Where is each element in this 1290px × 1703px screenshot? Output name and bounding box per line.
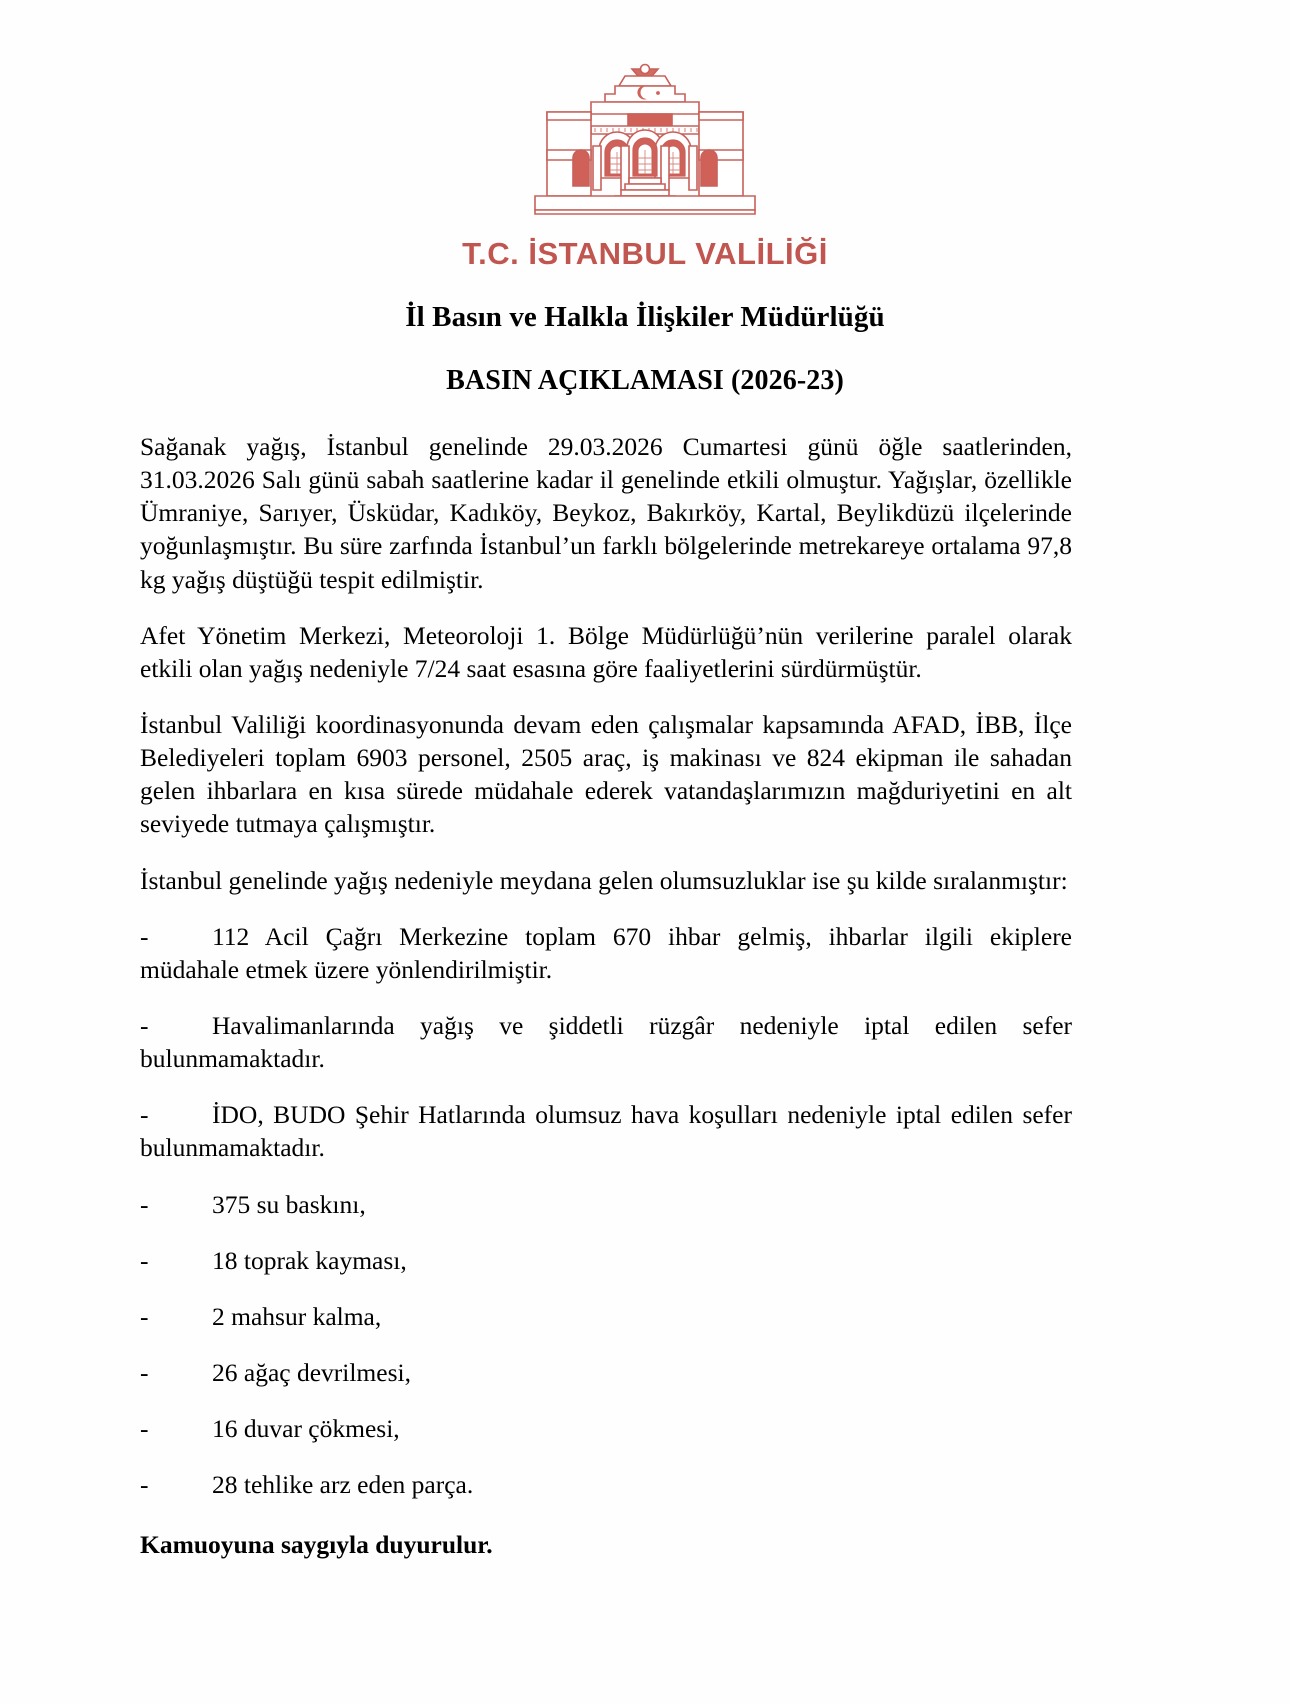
letterhead [0,0,1290,269]
bullet-dash: - [140,1414,149,1444]
list-item [140,920,1072,986]
list-item [140,1244,1072,1277]
list-item-text: Havalimanlarında yağış ve şiddetli rüzgâr nedeniyle iptal edilen sefer bulunmamaktadır. [140,1010,1072,1074]
page-title: İl Basın ve Halkla İlişkiler Müdürlüğü [405,301,885,333]
list-item-text: 16 duvar çökmesi, [212,1414,400,1444]
list-item-text: İDO, BUDO Şehir Hatlarında olumsuz hava koşulları nedeniyle iptal edilen sefer bulunmamaktadır. [140,1100,1072,1163]
bullet-dash: - [140,921,149,951]
list-item [140,1300,1072,1333]
list-item [140,1188,1072,1221]
list-item-text: 26 ağaç devrilmesi, [212,1357,411,1387]
government-building-icon [495,46,795,236]
paragraph-list-lead: İstanbul genelinde yağış nedeniyle meydana gelen olumsuzluklar ise şu kilde sıralanmıştır: [140,865,1068,895]
list-item-text: 18 toprak kayması, [212,1245,407,1275]
press-release-subtitle: BASIN AÇIKLAMASI (2026-23) [446,365,844,396]
paragraph-intro: Sağanak yağış, İstanbul genelinde 29.03.2026 Cumartesi günü öğle saatlerinden, 31.03.2026 Salı günü sabah saatlerine kadar il genelinde etkili olmuştur. Yağışlar, özellikle Ümraniye, Sarıyer, Üsküdar, Kadıköy, Beykoz, Bakırköy, Kartal, Beylikdüzü ilçelerinde yoğunlaşmıştır. Bu süre zarfında İstanbul’un farklı bölgelerinde metrekareye ortalama 97,8 kg yağış düştüğü tespit edilmiştir. [140,432,1072,594]
paragraph-disaster-center: Afet Yönetim Merkezi, Meteoroloji 1. Bölge Müdürlüğü’nün verilerine paralel olarak etkili olan yağış nedeniyle 7/24 saat esasına göre faaliyetlerini sürdürmüştür. [140,620,1072,683]
paragraph-resources: İstanbul Valiliği koordinasyonunda devam eden çalışmalar kapsamında AFAD, İBB, İlçe Belediyeleri toplam 6903 personel, 2505 araç, iş makinası ve 824 ekipman ile sahadan gelen ihbarlara en kısa sürede müdahale ederek vatandaşlarımızın mağduriyetini en alt seviyede tutmaya çalışmıştır. [140,709,1072,839]
bullet-dash: - [140,1010,149,1040]
list-item [140,1412,1072,1445]
logo-wordmark: T.C. İSTANBUL VALİLİĞİ [462,236,828,271]
list-item-text: 112 Acil Çağrı Merkezine toplam 670 ihbar gelmiş, ihbarlar ilgili ekiplere müdahale etmek üzere yönlendirilmiştir. [140,921,1072,984]
bullet-dash: - [140,1470,149,1500]
bullet-dash: - [140,1301,149,1331]
list-item [140,1009,1072,1075]
bullet-dash: - [140,1245,149,1275]
document-body [0,397,1290,1562]
bullet-dash: - [140,1100,149,1130]
list-item [140,1356,1072,1389]
list-item-text: 2 mahsur kalma, [212,1301,382,1331]
closing-statement: Kamuoyuna saygıyla duyurulur. [140,1530,493,1560]
list-item-text: 28 tehlike arz eden parça. [212,1470,474,1500]
bullet-dash: - [140,1357,149,1387]
bullet-dash: - [140,1189,149,1219]
list-item-text: 375 su baskını, [212,1189,366,1219]
list-item [140,1468,1072,1501]
list-item [140,1098,1072,1164]
